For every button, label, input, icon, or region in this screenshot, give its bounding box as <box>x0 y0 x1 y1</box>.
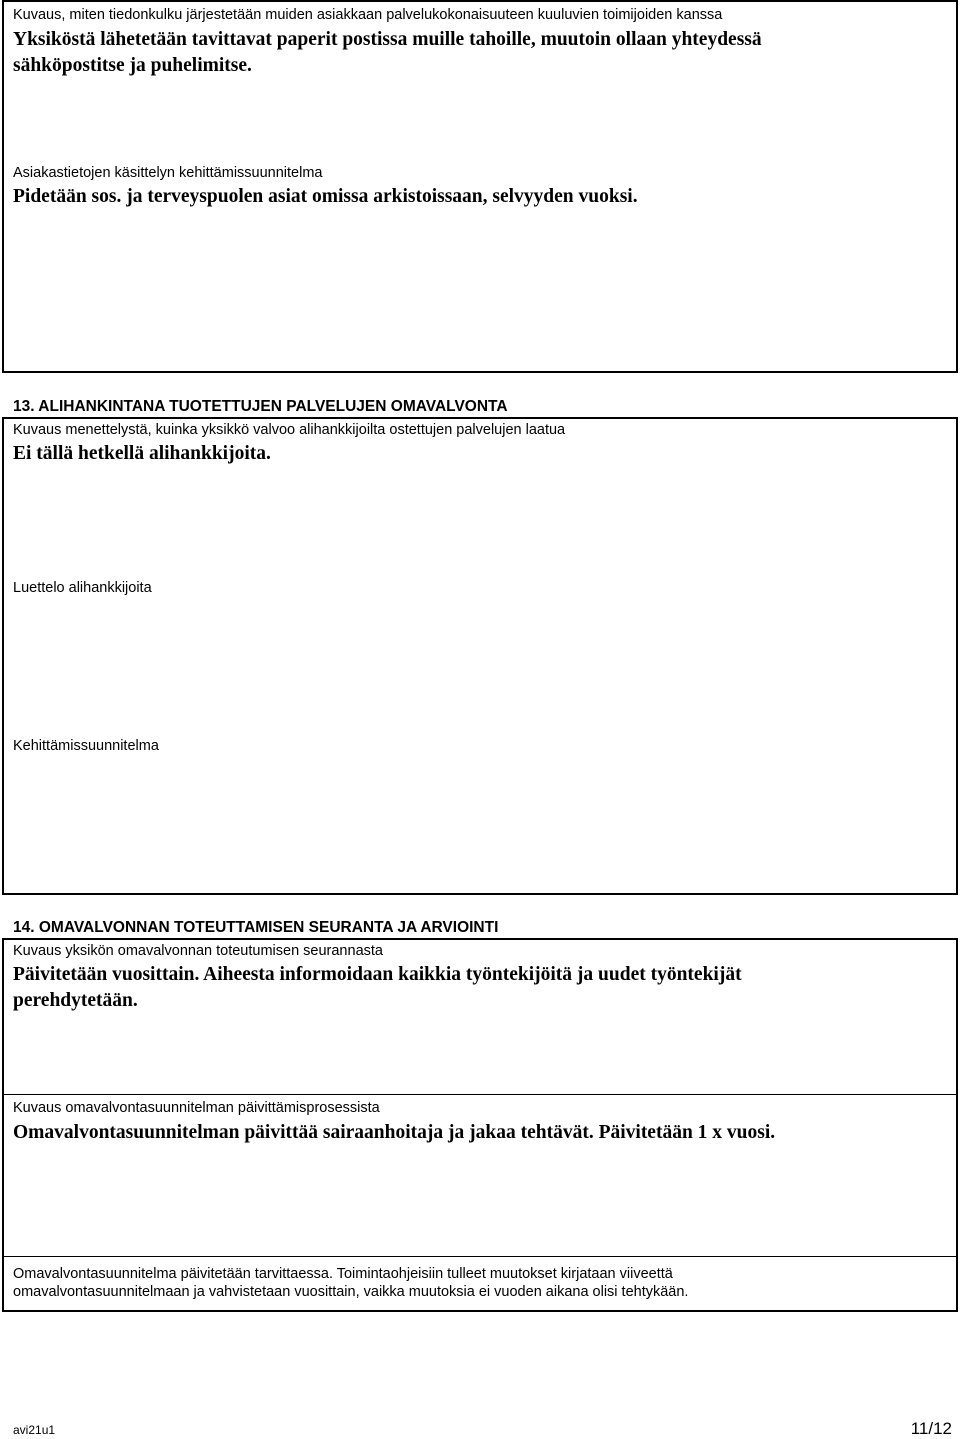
update-note-line1: Omavalvontasuunnitelma päivitetään tarvittaessa. Toimintaohjeisiin tulleet muutokset kirjataan viiveettä <box>13 1266 673 1282</box>
update-process-label: Kuvaus omavalvontasuunnitelman päivittämisprosessista <box>13 1100 380 1116</box>
subcontracting-box <box>2 417 958 895</box>
info-flow-label: Kuvaus, miten tiedonkulku järjestetään muiden asiakkaan palvelukokonaisuuteen kuuluvien toimijoiden kanssa <box>13 7 723 23</box>
divider-line <box>4 1256 956 1257</box>
client-data-dev-plan-answer: Pidetään sos. ja terveyspuolen asiat omissa arkistoissaan, selvyyden vuoksi. <box>13 186 638 207</box>
monitoring-answer-line2: perehdytetään. <box>13 990 138 1011</box>
subcontracting-procedure-answer: Ei tällä hetkellä alihankkijoita. <box>13 443 271 464</box>
info-flow-answer-line2: sähköpostitse ja puhelimitse. <box>13 55 252 76</box>
section-14-heading: 14. OMAVALVONNAN TOTEUTTAMISEN SEURANTA JA ARVIOINTI <box>13 919 499 936</box>
client-data-dev-plan-label: Asiakastietojen käsittelyn kehittämissuunnitelma <box>13 165 323 181</box>
divider-line <box>4 1094 956 1095</box>
subcontracting-dev-plan-label: Kehittämissuunnitelma <box>13 738 159 754</box>
subcontractor-list-label: Luettelo alihankkijoita <box>13 580 152 596</box>
update-note-line2: omavalvontasuunnitelmaan ja vahvistetaan vuosittain, vaikka muutoksia ei vuoden aikana olisi tehtykään. <box>13 1284 689 1300</box>
subcontracting-procedure-label: Kuvaus menettelystä, kuinka yksikkö valvoo alihankkijoilta ostettujen palvelujen laatua <box>13 422 566 438</box>
update-process-answer: Omavalvontasuunnitelman päivittää sairaanhoitaja ja jakaa tehtävät. Päivitetään 1 x vuosi. <box>13 1122 776 1143</box>
document-code: avi21u1 <box>13 1423 56 1437</box>
monitoring-label: Kuvaus yksikön omavalvonnan toteutumisen seurannasta <box>13 943 383 959</box>
section-13-heading: 13. ALIHANKINTANA TUOTETTUJEN PALVELUJEN OMAVALVONTA <box>13 398 508 415</box>
monitoring-answer-line1: Päivitetään vuosittain. Aiheesta informoidaan kaikkia työntekijöitä ja uudet työntekijät <box>13 964 742 985</box>
info-flow-answer-line1: Yksiköstä lähetetään tavittavat paperit postissa muille tahoille, muutoin ollaan yhteydessä <box>13 29 762 50</box>
page-number: 11/12 <box>910 1419 952 1438</box>
